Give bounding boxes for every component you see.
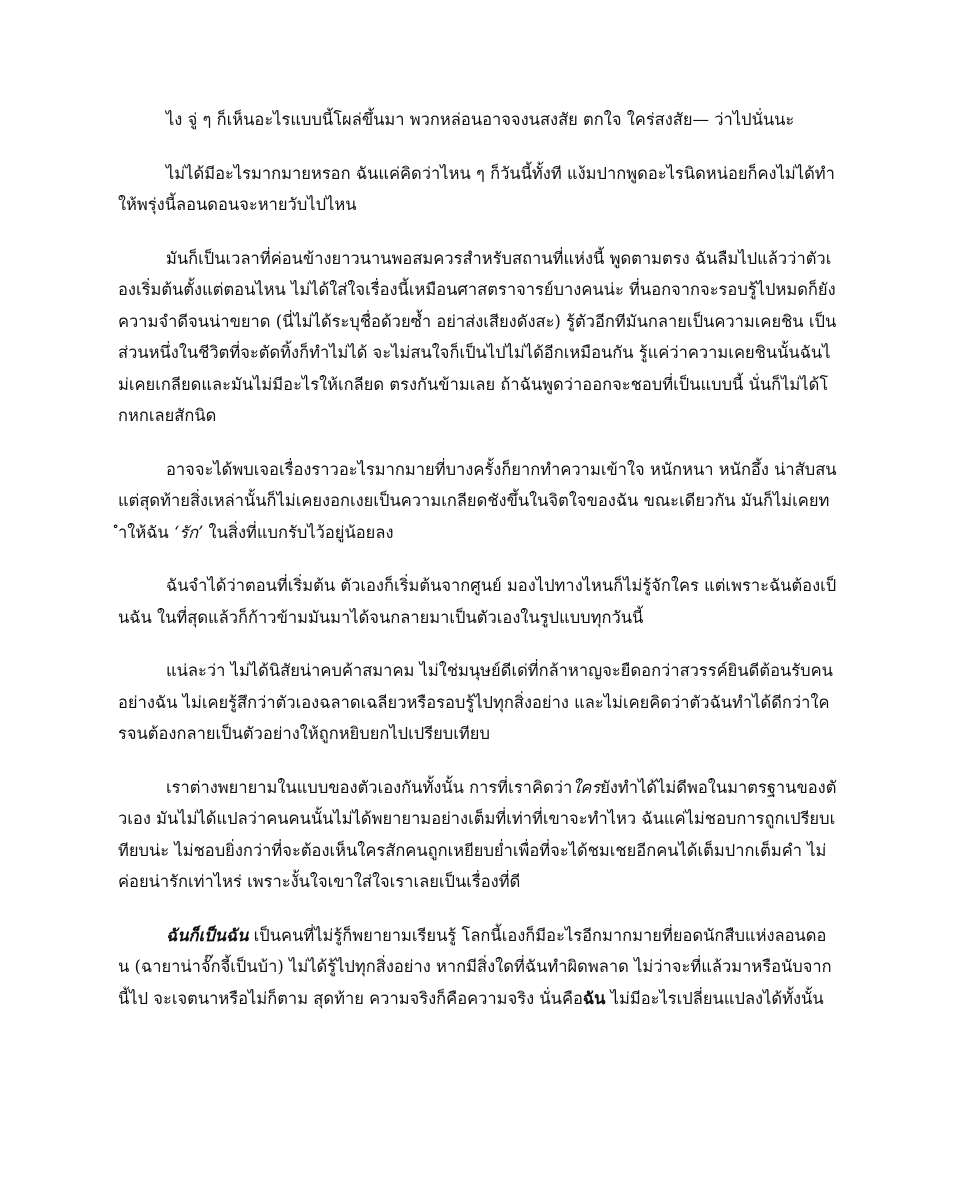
paragraph-1 bbox=[118, 104, 837, 136]
paragraph-8-bold-me: ฉัน bbox=[582, 988, 606, 1008]
paragraph-4-text-a: อาจจะได้พบเจอเรื่องราวอะไรมากมายที่บางครั้งก็ยากทำความเข้าใจ หนักหนา หนักอึ้ง น่าสับสน แต่สุดท้ายสิ่งเหล่านั้นก็ไม่เคยงอกเงยเป็นความเกลียดชังขึ้นในจิตใจของฉัน ขณะเดียวกัน มันก็ไม่เคยทำให้ฉัน bbox=[118, 459, 837, 542]
paragraph-3-text: มันก็เป็นเวลาที่ค่อนข้างยาวนานพอสมควรสำหรับสถานที่แห่งนี้ พูดตามตรง ฉันลืมไปแล้วว่าตัวเองเริ่มต้นตั้งแต่ตอนไหน ไม่ได้ใส่ใจเรื่องนี้เหมือนศาสตราจารย์บางคนน่ะ ที่นอกจากจะรอบรู้ไปหมดก็ยังความจำดีจนน่าขยาด (นี่ไม่ได้ระบุชื่อด้วยซ้ำ อย่าส่งเสียงดังสะ) รู้ตัวอีกทีมันกลายเป็นความเคยชิน เป็นส่วนหนึ่งในชีวิตที่จะตัดทิ้งก็ทำไม่ได้ จะไม่สนใจก็เป็นไปไม่ได้อีกเหมือนกัน รู้แค่ว่าความเคยชินนั้นฉันไม่เคยเกลียดและมันไม่มีอะไรให้เกลียด ตรงกันข้ามเลย ถ้าฉันพูดว่าออกจะชอบที่เป็นแบบนี้ นั่นก็ไม่ได้โกหกเลยสักนิด bbox=[118, 248, 837, 425]
paragraph-6-text: แน่ละว่า ไม่ได้นิสัยน่าคบค้าสมาคม ไม่ใช่มนุษย์ดีเด่ที่กล้าหาญจะยืดอกว่าสวรรค์ยินดีต้อนรับคนอย่างฉัน ไม่เคยรู้สึกว่าตัวเองฉลาดเฉลียวหรือรอบรู้ไปทุกสิ่งอย่าง และไม่เคยคิดว่าตัวฉันทำได้ดีกว่าใครจนต้องกลายเป็นตัวอย่างให้ถูกหยิบยกไปเปรียบเทียบ bbox=[118, 661, 833, 743]
paragraph-6 bbox=[118, 655, 837, 750]
paragraph-8-bold-intro bbox=[166, 926, 248, 945]
paragraph-8 bbox=[118, 920, 837, 1015]
paragraph-4 bbox=[118, 454, 837, 549]
paragraph-1-text: ไง จู่ ๆ ก็เห็นอะไรแบบนี้โผล่ขึ้นมา พวกหล่อนอาจจงนสงสัย ตกใจ ใคร่สงสัย— ว่าไปนั่นนะ bbox=[166, 110, 795, 129]
paragraph-2-text: ไม่ได้มีอะไรมากมายหรอก ฉันแค่คิดว่าไหน ๆ ก็วันนี้ทั้งที แง้มปากพูดอะไรนิดหน่อยก็คงไม่ได้ทำให้พรุ่งนี้ลอนดอนจะหายวับไปไหน bbox=[118, 163, 835, 214]
paragraph-8-bold-italic-text: ฉันก็เป็นฉัน bbox=[166, 925, 249, 945]
paragraph-4-text-b: ในสิ่งที่แบกรับไว้อยู่น้อยลง bbox=[203, 522, 394, 542]
paragraph-8-text-a: เป็นคนที่ไม่รู้ก็พยายามเรียนรู้ โลกนี้เองก็มีอะไรอีกมากมายที่ยอดนักสืบแห่งลอนดอน (ฉายาน่าจั๊กจี้เป็นบ้า) ไม่ได้รู้ไปทุกสิ่งอย่าง หากมีสิ่งใดที่ฉันทำผิดพลาด ไม่ว่าจะที่แล้วมาหรือนับจากนี้ไป จะเจตนาหรือไม่ก็ตาม สุดท้าย ความจริงก็คือความจริง นั่นคือ bbox=[118, 925, 832, 1008]
paragraph-7 bbox=[118, 772, 837, 898]
paragraph-5-text: ฉันจำได้ว่าตอนที่เริ่มต้น ตัวเองก็เริ่มต้นจากศูนย์ มองไปทางไหนก็ไม่รู้จักใคร แต่เพราะฉันต้องเป็นฉัน ในที่สุดแล้วก็ก้าวข้ามมันมาได้จนกลายมาเป็นตัวเองในรูปแบบทุกวันนี้ bbox=[118, 576, 837, 627]
paragraph-7-text-b: ยังทำได้ไม่ดีพอในมาตรฐานของตัวเอง มันไม่ได้แปลว่าคนคนนั้นไม่ได้พยายามอย่างเต็มที่เท่าที่เขาจะทำไหว ฉันแค่ไม่ชอบการถูกเปรียบเทียบน่ะ ไม่ชอบยิ่งกว่าที่จะต้องเห็นใครสักคนถูกเหยียบย่ำเพื่อที่จะได้ชมเชยอีกคนได้เต็มปากเต็มคำ ไม่ค่อยน่ารักเท่าไหร่ เพราะงั้นใจเขาใส่ใจเราเลยเป็นเรื่องที่ดี bbox=[118, 777, 837, 891]
paragraph-4-italic-love: ‘รัก’ bbox=[173, 522, 204, 542]
paragraph-2 bbox=[118, 158, 837, 221]
paragraph-7-italic-someone: ใคร bbox=[572, 777, 601, 797]
paragraph-5 bbox=[118, 570, 837, 633]
paragraph-3 bbox=[118, 243, 837, 432]
paragraph-8-text-b: ไม่มีอะไรเปลี่ยนแปลงได้ทั้งนั้น bbox=[605, 988, 824, 1008]
paragraph-7-text-a: เราต่างพยายามในแบบของตัวเองกันทั้งนั้น การที่เราคิดว่า bbox=[166, 777, 573, 797]
